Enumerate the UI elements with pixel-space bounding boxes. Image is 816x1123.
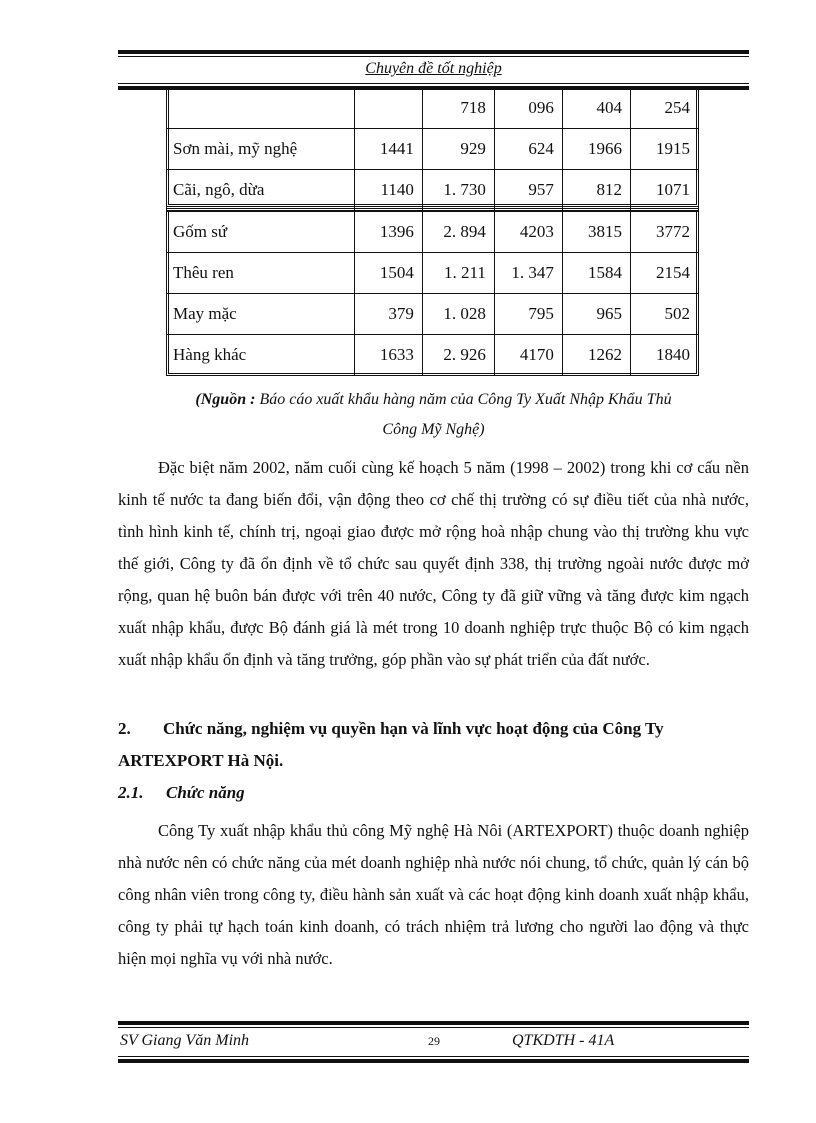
value-cell: 1840 — [630, 335, 698, 376]
value-cell: 1. 347 — [494, 253, 562, 294]
value-cell: 254 — [630, 88, 698, 129]
value-cell: 1915 — [630, 129, 698, 170]
value-cell: 1584 — [562, 253, 630, 294]
value-cell: 1140 — [354, 170, 422, 211]
section-2-number: 2. — [118, 719, 131, 738]
footer-rule-thick — [118, 1021, 749, 1025]
table-source — [118, 385, 749, 445]
section-2-heading — [118, 713, 749, 777]
row-label-cell: Gốm sứ — [167, 212, 355, 253]
source-label: (Nguồn : — [195, 391, 256, 408]
footer-author: SV Giang Văn Minh — [120, 1032, 250, 1049]
value-cell: 1633 — [354, 335, 422, 376]
header-title: Chuyên đề tốt nghiệp — [365, 60, 502, 77]
value-cell: 2. 894 — [422, 212, 494, 253]
row-label-cell: Hàng khác — [167, 335, 355, 376]
value-cell: 096 — [494, 88, 562, 129]
footer-rule-thick-2 — [118, 1059, 749, 1063]
value-cell: 957 — [494, 170, 562, 211]
row-label-cell: May mặc — [167, 294, 355, 335]
value-cell: 812 — [562, 170, 630, 211]
section-2-1-title: Chức năng — [166, 783, 245, 802]
footer-rule-thin — [118, 1027, 749, 1028]
value-cell: 4203 — [494, 212, 562, 253]
row-label-cell: Thêu ren — [167, 253, 355, 294]
value-cell: 1. 211 — [422, 253, 494, 294]
value-cell: 379 — [354, 294, 422, 335]
footer-class: QTKDTH - 41A — [512, 1032, 615, 1049]
value-cell: 1071 — [630, 170, 698, 211]
page-number: 29 — [428, 1034, 440, 1048]
row-label-cell: Cãi, ngô, dừa — [167, 170, 355, 211]
source-line1: Báo cáo xuất khẩu hàng năm của Công Ty Xuất Nhập Khẩu Thủ — [255, 391, 672, 408]
value-cell: 2154 — [630, 253, 698, 294]
header-rule-thin — [118, 56, 749, 57]
section-2-1-heading — [118, 783, 245, 803]
header-rule-thin-2 — [118, 83, 749, 84]
row-label-cell: Sơn mài, mỹ nghệ — [167, 129, 355, 170]
footer-rule-thin-2 — [118, 1056, 749, 1057]
paragraph-2: Công Ty xuất nhập khẩu thủ công Mỹ nghệ Hà Nôi (ARTEXPORT) thuộc doanh nghiệp nhà nước nên có chức năng của mét doanh nghiệp nhà nước nói chung, tổ chức, quản lý cán bộ công nhân viên trong công ty, điều hành sản xuất và các hoạt động kinh doanh xuất nhập khẩu, công ty phải tự hạch toán kinh doanh, có trách nhiệm trả lương cho người lao động và thực hiện mọi nghĩa vụ với nhà nước. — [118, 821, 749, 968]
value-cell: 404 — [562, 88, 630, 129]
value-cell: 1966 — [562, 129, 630, 170]
value-cell: 3772 — [630, 212, 698, 253]
value-cell: 965 — [562, 294, 630, 335]
value-cell: 624 — [494, 129, 562, 170]
value-cell: 4170 — [494, 335, 562, 376]
value-cell: 1262 — [562, 335, 630, 376]
table-top-border — [166, 86, 699, 207]
value-cell: 3815 — [562, 212, 630, 253]
value-cell: 2. 926 — [422, 335, 494, 376]
value-cell: 929 — [422, 129, 494, 170]
value-cell: 1396 — [354, 212, 422, 253]
value-cell: 1. 028 — [422, 294, 494, 335]
value-cell: 1. 730 — [422, 170, 494, 211]
value-cell: 1504 — [354, 253, 422, 294]
paragraph-1: Đặc biệt năm 2002, năm cuối cùng kế hoạch 5 năm (1998 – 2002) trong khi cơ cấu nền kinh tế nước ta đang biến đổi, vận động theo cơ chế thị trường có sự điều tiết của nhà nước, tình hình kinh tế, chính trị, ngoại giao được mở rộng hoà nhập chung vào thị trường khu vực thế giới, Công ty đã ổn định về tổ chức sau quyết định 338, thị trường ngoài nước được mở rộng, quan hệ buôn bán được với trên 40 nước, Công ty đã giữ vững và tăng được kim ngạch xuất nhập khẩu, được Bộ đánh giá là mét trong 10 doanh nghiệp trực thuộc Bộ có kim ngạch xuất nhập khẩu ổn định và tăng trưởng, góp phần vào sự phát triển của đất nước. — [118, 458, 749, 669]
value-cell: 502 — [630, 294, 698, 335]
table-bottom-border — [166, 208, 699, 376]
value-cell: 1441 — [354, 129, 422, 170]
header-rule-thick — [118, 50, 749, 54]
value-cell: 795 — [494, 294, 562, 335]
value-cell: 718 — [422, 88, 494, 129]
section-2-title: Chức năng, nghiệm vụ quyền hạn và lĩnh vực hoạt động của Công Ty ARTEXPORT Hà Nội. — [118, 719, 664, 770]
section-2-1-number: 2.1. — [118, 783, 144, 802]
source-line2: Công Mỹ Nghệ) — [382, 421, 485, 438]
